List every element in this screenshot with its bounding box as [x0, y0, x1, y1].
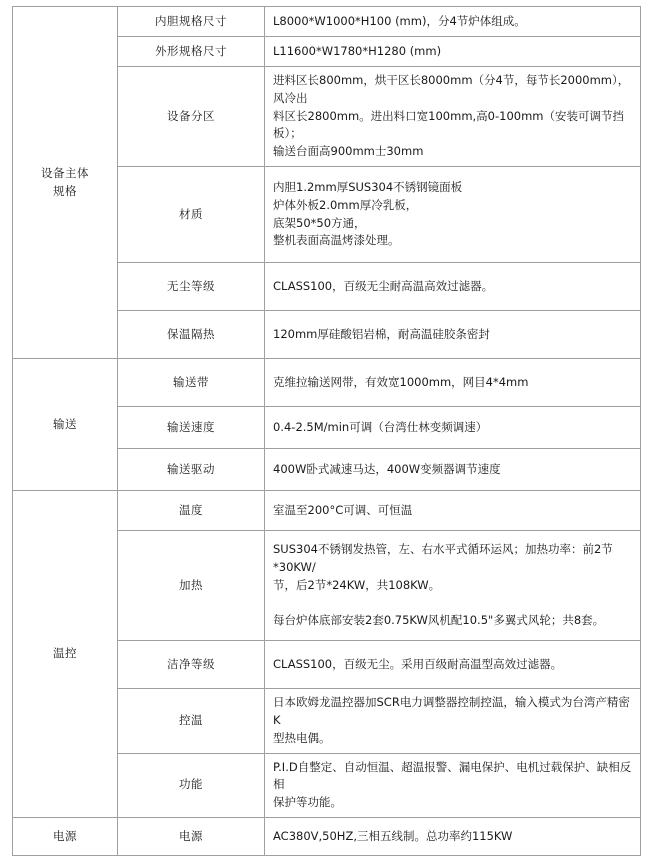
value-cell: 克维拉输送网带，有效宽1000mm，网目4*4mm: [265, 359, 641, 407]
value-cell: 120mm厚硅酸铝岩棉，耐高温硅胶条密封: [265, 311, 641, 359]
item-cell: 内胆规格尺寸: [118, 7, 265, 37]
item-cell: 无尘等级: [118, 263, 265, 311]
value-cell: CLASS100，百级无尘。采用百级耐高温型高效过滤器。: [265, 641, 641, 689]
table-row: [13, 359, 641, 407]
item-cell: 洁净等级: [118, 641, 265, 689]
equipment-spec-table: [12, 6, 641, 856]
item-cell: 输送速度: [118, 407, 265, 449]
item-cell: 温度: [118, 491, 265, 531]
group-cell: 设备主体 规格: [13, 7, 118, 359]
value-cell: 进料区长800mm，烘干区长8000mm（分4节，每节长2000mm），风冷出 料区长2800mm。进出料口宽100mm,高0-100mm（安装可调节挡板）； 输送台面高900mm士30mm: [265, 67, 641, 167]
spec-table-body: [13, 7, 641, 856]
item-cell: 设备分区: [118, 67, 265, 167]
item-cell: 外形规格尺寸: [118, 37, 265, 67]
value-cell: AC380V,50HZ,三相五线制。总功率约115KW: [265, 817, 641, 855]
table-row: [13, 817, 641, 855]
item-cell: 保温隔热: [118, 311, 265, 359]
table-row: [13, 7, 641, 37]
item-cell: 功能: [118, 753, 265, 817]
value-cell: 室温至200°C可调、可恒温: [265, 491, 641, 531]
item-cell: 加热: [118, 531, 265, 641]
value-cell: 400W卧式减速马达，400W变频器调节速度: [265, 449, 641, 491]
value-cell: CLASS100，百级无尘耐高温高效过滤器。: [265, 263, 641, 311]
item-cell: 输送带: [118, 359, 265, 407]
value-cell: 内胆1.2mm厚SUS304不锈钢镜面板 炉体外板2.0mm厚冷乳板， 底架50*50方通， 整机表面高温烤漆处理。: [265, 167, 641, 263]
group-cell: 温控: [13, 491, 118, 818]
group-cell: 电源: [13, 817, 118, 855]
value-cell: 日本欧姆龙温控器加SCR电力调整器控制控温，输入模式为台湾产精密K 型热电偶。: [265, 689, 641, 753]
group-cell: 输送: [13, 359, 118, 491]
item-cell: 输送驱动: [118, 449, 265, 491]
item-cell: 控温: [118, 689, 265, 753]
value-cell: SUS304不锈钢发热管，左、右水平式循环运风；加热功率：前2节*30KW/ 节，后2节*24KW，共108KW。 每台炉体底部安装2套0.75KW风机配10.5"多翼式风轮；共8套。: [265, 531, 641, 641]
item-cell: 材质: [118, 167, 265, 263]
table-row: [13, 491, 641, 531]
value-cell: 0.4-2.5M/min可调（台湾仕林变频调速）: [265, 407, 641, 449]
value-cell: L11600*W1780*H1280 (mm): [265, 37, 641, 67]
value-cell: L8000*W1000*H100 (mm)，分4节炉体组成。: [265, 7, 641, 37]
value-cell: P.I.D自整定、自动恒温、超温报警、漏电保护、电机过载保护、缺相反相 保护等功能。: [265, 753, 641, 817]
item-cell: 电源: [118, 817, 265, 855]
